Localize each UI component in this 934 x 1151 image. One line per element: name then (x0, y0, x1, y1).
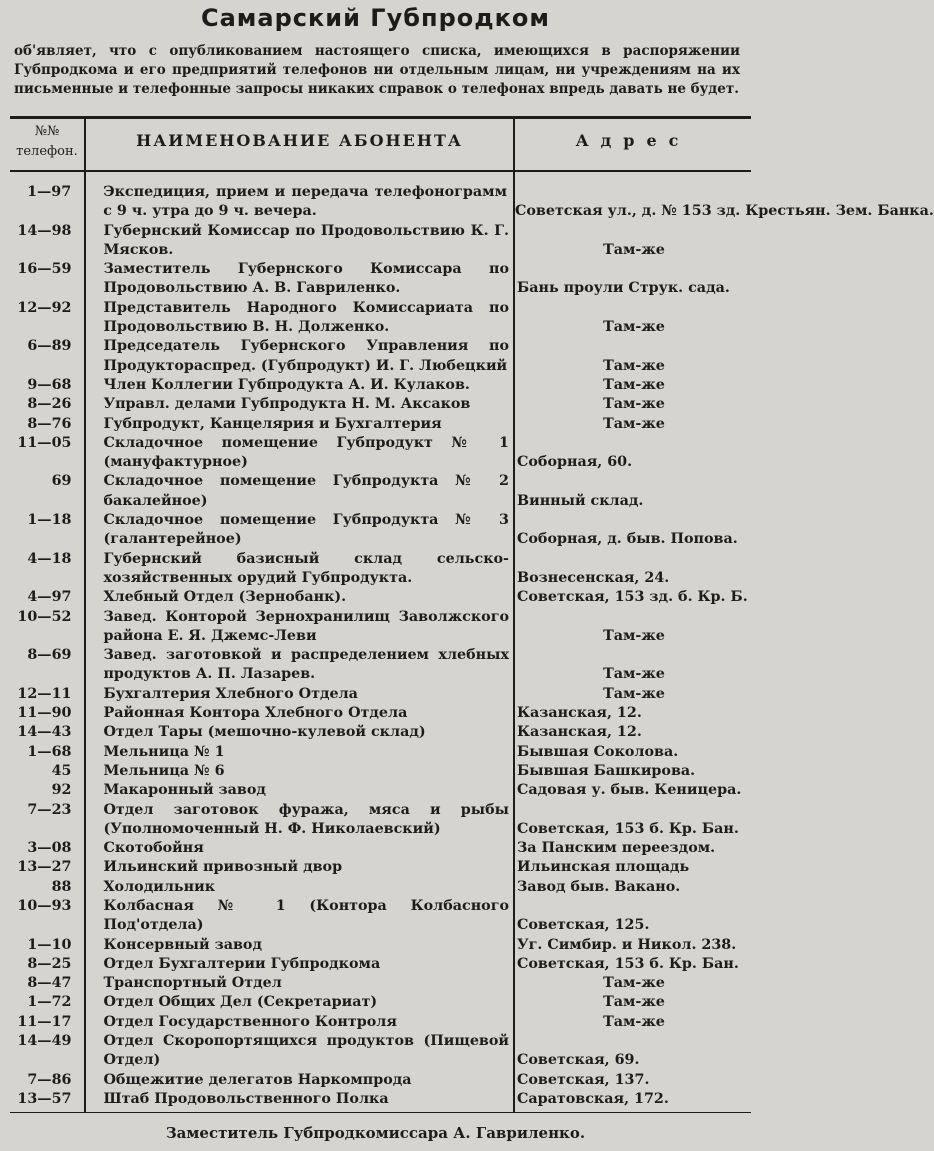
phone-number: 8—76 (27, 415, 72, 432)
phone-number: 10—93 (17, 897, 72, 914)
subscriber-name: Бухгалтерия Хлебного Отдела (103, 685, 358, 702)
table-row (10, 608, 751, 647)
subscriber-name: Общежитие делегатов Наркомпрода (103, 1071, 412, 1088)
table-row (10, 222, 751, 261)
table-row (10, 723, 751, 742)
phone-number: 7—86 (27, 1071, 72, 1088)
subscriber-name: Макаронный завод (103, 782, 266, 799)
subscriber-name: Заместитель Губернского Комиссара по Продовольствию А. В. Гавриленко. (103, 261, 509, 297)
phone-number: 11—90 (17, 705, 72, 722)
subscriber-name: Транспортный Отдел (103, 975, 282, 992)
table-bottom-rule (10, 1112, 751, 1113)
phone-number: 88 (51, 878, 72, 895)
subscriber-address: Уг. Симбир. и Никол. 238. (517, 936, 737, 953)
subscriber-address: Советская, 125. (517, 917, 650, 934)
phone-number: 16—59 (17, 261, 72, 278)
signature: Заместитель Губпродкомиссара А. Гавриленко. (165, 1124, 586, 1142)
subscriber-address: Соборная, д. быв. Попова. (517, 531, 738, 548)
table-row (10, 588, 751, 607)
table-row (10, 685, 751, 704)
phone-number: 14—98 (17, 222, 72, 239)
table-row (10, 993, 751, 1012)
table-row (10, 897, 751, 936)
subscriber-name: Ильинский привозный двор (103, 859, 343, 876)
table-row (10, 550, 751, 589)
phone-number: 92 (51, 782, 72, 799)
column-header-number: №№ телефон. (16, 124, 78, 159)
table-row (10, 434, 751, 473)
table-row (10, 1071, 751, 1090)
subscriber-name: Губернский базисный склад сельско-хозяйственных орудий Губпродукта. (103, 550, 509, 586)
table-row (10, 415, 751, 434)
subscriber-address: Бывшая Башкирова. (517, 762, 696, 779)
phone-number: 14—43 (17, 724, 72, 741)
subscriber-name: Отдел Общих Дел (Секретариат) (103, 994, 378, 1011)
phone-number: 1—68 (27, 743, 72, 760)
subscriber-address: За Панским переездом. (517, 840, 716, 857)
subscriber-address: Там-же (603, 357, 665, 374)
subscriber-name: Губернский Комиссар по Продовольствию К. Г. Мясков. (103, 222, 509, 258)
subscriber-address: Бывшая Соколова. (517, 743, 679, 760)
intro-paragraph: об'являет, что с опубликованием настоящего списка, имеющихся в распоряжении Губпродкома и его предприятий телефонов ни отдельным лицам, ни учреждениям на их письменные и телефонные запросы никаких справок о телефонах впредь давать не будет. (14, 43, 740, 97)
table-row (10, 299, 751, 338)
table-row (10, 1032, 751, 1071)
subscriber-address: Там-же (603, 396, 665, 413)
subscriber-name: Холодильник (103, 878, 216, 895)
table-row (10, 974, 751, 993)
subscriber-address: Казанская, 12. (517, 724, 642, 741)
page-title: Самарский Губпродком (200, 4, 551, 32)
subscriber-address: Садовая у. быв. Кеницера. (517, 782, 742, 799)
subscriber-address: Бань проули Струк. сада. (517, 280, 730, 297)
subscriber-name: Штаб Продовольственного Полка (103, 1090, 389, 1107)
table-row (10, 936, 751, 955)
subscriber-name: Мельница № 6 (103, 762, 225, 779)
subscriber-address: Там-же (603, 241, 665, 258)
subscriber-address: Советская, 153 б. Кр. Бан. (517, 820, 739, 837)
subscriber-name: Член Коллегии Губпродукта А. И. Кулаков. (103, 376, 470, 393)
subscriber-name: Складочное помещение Губпродукта № 2 бакалейное) (103, 473, 509, 509)
phone-number: 12—92 (17, 299, 72, 316)
subscriber-address: Там-же (603, 975, 665, 992)
phone-number: 1—72 (27, 994, 72, 1011)
phone-number: 9—68 (27, 376, 72, 393)
subscriber-address: Там-же (603, 319, 665, 336)
table-row (10, 511, 751, 550)
table-row (10, 955, 751, 974)
phone-number: 8—26 (27, 396, 72, 413)
subscriber-address: Там-же (603, 376, 665, 393)
table-row (10, 762, 751, 781)
subscriber-address: Завод быв. Вакано. (517, 878, 681, 895)
subscriber-name: Колбасная № 1 (Контора Колбасного Под'отдела) (103, 897, 509, 934)
phone-number: 6—89 (27, 338, 72, 355)
subscriber-name: Отдел заготовок фуража, мяса и рыбы (Уполномоченный Н. Ф. Николаевский) (103, 801, 509, 837)
table-row (10, 1090, 751, 1109)
table-row (10, 376, 751, 395)
phone-number: 10—52 (17, 608, 72, 625)
subscriber-address: Там-же (603, 1013, 665, 1030)
table-row (10, 781, 751, 800)
table-row (10, 337, 751, 376)
table-row (10, 260, 751, 299)
subscriber-address: Соборная, 60. (517, 454, 633, 471)
subscriber-name: Экспедиция, прием и передача телефонограмм с 9 ч. утра до 9 ч. вечера. (103, 184, 507, 220)
phone-number: 69 (51, 473, 72, 490)
phone-number: 12—11 (17, 685, 72, 702)
subscriber-address: Там-же (603, 994, 665, 1011)
phone-number: 8—47 (27, 975, 72, 992)
phone-number: 7—23 (27, 801, 72, 818)
subscriber-name: Скотобойня (103, 840, 204, 857)
column-header-address: Адрес (575, 131, 691, 150)
table-row (10, 743, 751, 762)
phone-number: 11—05 (17, 434, 72, 451)
subscriber-name: Губпродукт, Канцелярия и Бухгалтерия (103, 415, 442, 432)
phone-number: 3—08 (27, 840, 72, 857)
subscriber-name: Отдел Государственного Контроля (103, 1013, 397, 1030)
table-row (10, 801, 751, 840)
subscriber-address: Советская, 153 б. Кр. Бан. (517, 955, 739, 972)
subscriber-address: Казанская, 12. (517, 705, 642, 722)
phone-number: 14—49 (17, 1033, 72, 1050)
subscriber-name: Представитель Народного Комиссариата по Продовольствию В. Н. Долженко. (103, 299, 509, 336)
table-row (10, 183, 934, 222)
subscriber-name: Мельница № 1 (103, 743, 225, 760)
table-row (10, 878, 751, 897)
table-row (10, 858, 751, 877)
phone-number: 1—18 (27, 512, 72, 529)
subscriber-name: Завед. заготовкой и распределением хлебных продуктов А. П. Лазарев. (103, 647, 509, 683)
subscriber-name: Складочное помещение Губпродукт № 1 (мануфактурное) (103, 434, 509, 471)
table-row (10, 646, 751, 685)
subscriber-list (10, 183, 934, 1109)
subscriber-address: Советская ул., д. № 153 зд. Крестьян. Зем. Банка. (515, 203, 934, 220)
phone-number: 13—57 (17, 1090, 72, 1107)
subscriber-name: Хлебный Отдел (Зернобанк). (103, 589, 347, 606)
subscriber-address: Там-же (603, 666, 665, 683)
subscriber-name: Завед. Конторой Зернохранилищ Заволжского района Е. Я. Джемс-Леви (103, 608, 509, 644)
phone-number: 8—25 (27, 955, 72, 972)
phone-number: 1—10 (27, 936, 72, 953)
subscriber-name: Консервный завод (103, 936, 262, 953)
subscriber-name: Районная Контора Хлебного Отдела (103, 705, 408, 722)
phone-number: 45 (51, 762, 72, 779)
subscriber-address: Саратовская, 172. (517, 1090, 669, 1107)
subscriber-address: Советская, 153 зд. б. Кр. Б. (517, 589, 748, 606)
phone-number: 13—27 (17, 859, 72, 876)
phone-number: 4—18 (27, 550, 72, 567)
column-header-name: НАИМЕНОВАНИЕ АБОНЕНТА (136, 131, 463, 150)
subscriber-name: Складочное помещение Губпродукта № 3 (галантерейное) (103, 512, 509, 548)
subscriber-address: Советская, 137. (517, 1071, 650, 1088)
table-header-rule (10, 170, 751, 172)
subscriber-name: Отдел Скоропортящихся продуктов (Пищевой Отдел) (103, 1033, 509, 1069)
table-row (10, 839, 751, 858)
table-row (10, 395, 751, 414)
subscriber-address: Там-же (603, 627, 665, 644)
phone-number: 1—97 (27, 184, 72, 200)
phone-number: 11—17 (17, 1013, 72, 1030)
phone-number: 8—69 (27, 647, 72, 664)
table-row (10, 1013, 751, 1032)
table-row (10, 704, 751, 723)
subscriber-name: Председатель Губернского Управления по Продуктораспред. (Губпродукт) И. Г. Любецкий (103, 338, 509, 374)
subscriber-address: Там-же (603, 415, 665, 432)
subscriber-name: Отдел Бухгалтерии Губпродкома (103, 955, 381, 972)
subscriber-address: Там-же (603, 685, 665, 702)
subscriber-address: Советская, 69. (517, 1052, 640, 1069)
subscriber-name: Отдел Тары (мешочно-кулевой склад) (103, 724, 426, 741)
phone-number: 4—97 (27, 589, 72, 606)
subscriber-address: Ильинская площадь (517, 859, 690, 876)
table-row (10, 472, 751, 511)
table-top-rule (10, 116, 751, 119)
subscriber-address: Вознесенская, 24. (517, 569, 670, 586)
subscriber-address: Винный склад. (517, 492, 644, 509)
subscriber-name: Управл. делами Губпродукта Н. М. Аксаков (103, 396, 471, 413)
